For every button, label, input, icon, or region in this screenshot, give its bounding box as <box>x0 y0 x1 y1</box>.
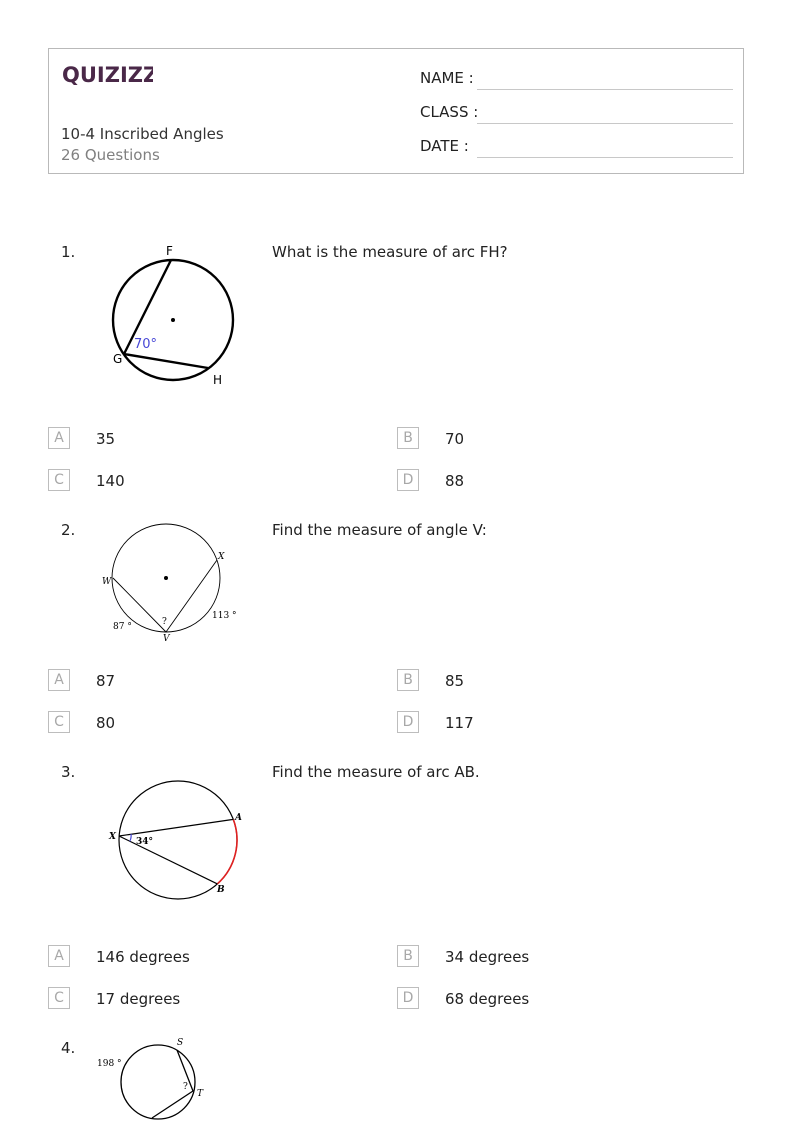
question-count: 26 Questions <box>61 146 160 164</box>
q2-option-c-text[interactable]: 80 <box>96 714 116 732</box>
q3-option-d-letter[interactable]: D <box>397 987 419 1009</box>
worksheet-title: 10-4 Inscribed Angles <box>61 125 224 143</box>
name-line <box>477 89 733 90</box>
q1-option-a-text[interactable]: 35 <box>96 430 116 448</box>
question-3-text: Find the measure of arc AB. <box>272 763 480 781</box>
question-2-figure <box>100 520 240 649</box>
q1-label-h: H <box>213 373 223 387</box>
q3-label-b: B <box>217 885 225 895</box>
question-1-figure <box>105 240 245 394</box>
quizizz-logo <box>61 59 153 93</box>
q1-option-c-text[interactable]: 140 <box>96 472 125 490</box>
q1-option-b-text[interactable]: 70 <box>445 430 465 448</box>
q3-option-b-letter[interactable]: B <box>397 945 419 967</box>
q1-option-c-letter[interactable]: C <box>48 469 70 491</box>
q2-option-a-text[interactable]: 87 <box>96 672 116 690</box>
question-3-number: 3. <box>61 763 76 781</box>
q3-option-a-letter[interactable]: A <box>48 945 70 967</box>
q2-label-v: V <box>163 634 170 644</box>
date-label: DATE : <box>420 137 469 155</box>
question-1-text: What is the measure of arc FH? <box>272 243 508 261</box>
q3-option-a-text[interactable]: 146 degrees <box>96 948 190 966</box>
class-line <box>477 123 733 124</box>
class-label: CLASS : <box>420 103 479 121</box>
q1-label-f: F <box>166 244 173 258</box>
logo-text: QUIZIZZ <box>62 63 153 87</box>
q2-label-x: X <box>218 552 225 562</box>
q2-label-w: W <box>102 577 112 587</box>
worksheet-header <box>48 48 744 174</box>
q3-option-d-text[interactable]: 68 degrees <box>445 990 530 1008</box>
q2-option-c-letter[interactable]: C <box>48 711 70 733</box>
question-4-figure <box>95 1035 220 1123</box>
q4-arc-label: 198 ° <box>97 1059 122 1069</box>
q2-option-a-letter[interactable]: A <box>48 669 70 691</box>
q3-option-c-letter[interactable]: C <box>48 987 70 1009</box>
question-3-figure <box>105 775 250 909</box>
q2-arc-right-label: 113 ° <box>212 611 237 621</box>
q1-option-d-letter[interactable]: D <box>397 469 419 491</box>
q2-arc-left-label: 87 ° <box>113 622 132 632</box>
q2-option-b-letter[interactable]: B <box>397 669 419 691</box>
q2-option-b-text[interactable]: 85 <box>445 672 465 690</box>
q4-label-question: ? <box>183 1082 188 1092</box>
date-line <box>477 157 733 158</box>
q2-option-d-letter[interactable]: D <box>397 711 419 733</box>
question-4-number: 4. <box>61 1039 76 1057</box>
q4-label-s: S <box>177 1038 184 1048</box>
q1-angle-label: 70° <box>134 337 158 352</box>
q3-option-c-text[interactable]: 17 degrees <box>96 990 181 1008</box>
q3-label-x: X <box>109 832 116 842</box>
question-1-number: 1. <box>61 243 76 261</box>
q1-option-b-letter[interactable]: B <box>397 427 419 449</box>
question-2-number: 2. <box>61 521 76 539</box>
q1-label-g: G <box>113 352 123 366</box>
q3-angle-label: 34° <box>136 837 154 847</box>
question-2-text: Find the measure of angle V: <box>272 521 487 539</box>
q2-label-question: ? <box>162 617 167 627</box>
q4-label-t: T <box>197 1089 204 1099</box>
q1-option-d-text[interactable]: 88 <box>445 472 465 490</box>
q1-option-a-letter[interactable]: A <box>48 427 70 449</box>
name-label: NAME : <box>420 69 474 87</box>
q3-label-a: A <box>235 813 242 823</box>
q2-option-d-text[interactable]: 117 <box>445 714 474 732</box>
q3-option-b-text[interactable]: 34 degrees <box>445 948 530 966</box>
